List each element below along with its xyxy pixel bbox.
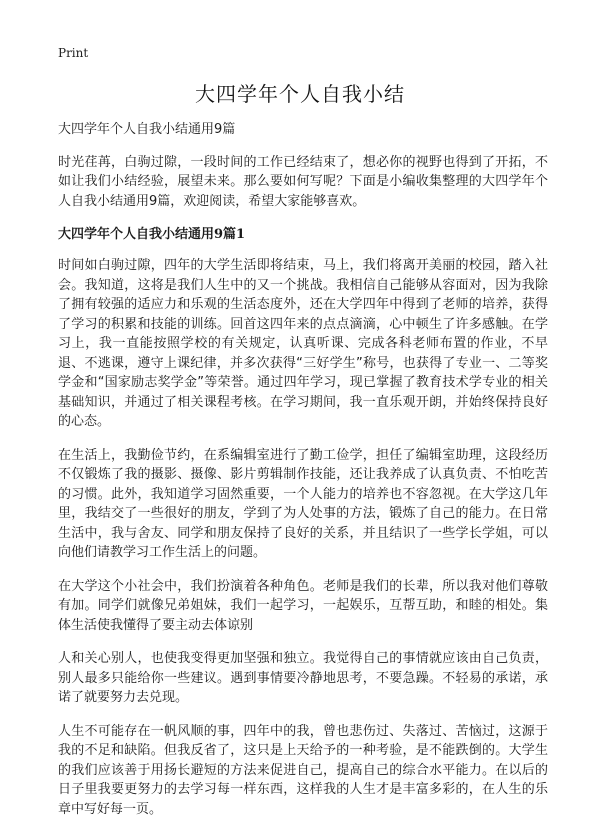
body-paragraph-4: 人和关心别人，也使我变得更加坚强和独立。我觉得自己的事情就应该由自己负责，别人最多只能给你一些建议。遇到事情要冷静地思考，不要急躁。不轻易的承诺，承诺了就要努力去兑现。 <box>58 651 548 705</box>
article-subtitle: 大四学年个人自我小结通用9篇 <box>58 122 236 137</box>
body-paragraph-1: 时间如白驹过隙，四年的大学生活即将结束，马上，我们将离开美丽的校园，踏入社会。我知道，这将是我们人生中的又一个挑战。我相信自己能够从容面对，因为我除了拥有较强的适应力和乐观的生活态度外，还在大学四年中得到了老师的培养，获得了学习的积累和技能的训练。回首这四年来的点点滴滴，心中顿生了许多感触。在学习上，我一直能按照学校的有关规定，认真听课、完成各科老师布置的作业，不早退、不逃课，遵守上课纪律，并多次获得“三好学生”称号，也获得了专业一、二等奖学金和“国家励志奖学金”等荣誉。通过四年学习，现已掌握了教育技术学专业的相关基础知识，并通过了相关课程考核。在学习期间，我一直乐观开朗，并始终保持良好的心态。 <box>58 258 548 429</box>
body-paragraph-5: 人生不可能存在一帆风顺的事，四年中的我，曾也悲伤过、失落过、苦恼过，这源于我的不足和缺陷。但我反省了，这只是上天给予的一种考验，是不能跌倒的。大学生的我们应该善于用扬长避短的方法来促进自己，提高自己的综合水平能力。在以后的日子里我要更努力的去学习每一样东西，这样我的人生才是丰富多彩的，在人生的乐章中写好每一页。 <box>58 723 548 817</box>
page-title: 大四学年个人自我小结 <box>195 82 405 106</box>
print-link[interactable]: Print <box>58 46 89 60</box>
body-paragraph-3: 在大学这个小社会中，我们扮演着各种角色。老师是我们的长辈，所以我对他们尊敬有加。同学们就像兄弟姐妹，我们一起学习，一起娱乐，互帮互助，和睦的相处。集体生活使我懂得了要主动去体谅别 <box>58 578 548 633</box>
article-body <box>58 120 548 833</box>
intro-paragraph: 时光荏苒，白驹过隙，一段时间的工作已经结束了，想必你的视野也得到了开拓，不如让我们小结经验，展望未来。那么要如何写呢？下面是小编收集整理的大四学年个人自我小结通用9篇，欢迎阅读，希望大家能够喜欢。 <box>58 154 548 209</box>
section-heading: 大四学年个人自我小结通用9篇1 <box>58 227 246 242</box>
body-paragraph-2: 在生活上，我勤俭节约，在系编辑室进行了勤工俭学，担任了编辑室助理，这段经历不仅锻炼了我的摄影、摄像、影片剪辑制作技能，还让我养成了认真负责、不怕吃苦的习惯。此外，我知道学习固然重要，一个人能力的培养也不容忽视。在大学这几年里，我结交了一些很好的朋友，学到了为人处事的方法，锻炼了自己的能力。在日常生活中，我与舍友、同学和朋友保持了良好的关系，并且结识了一些学长学姐，可以向他们请教学习工作生活上的问题。 <box>58 447 548 560</box>
